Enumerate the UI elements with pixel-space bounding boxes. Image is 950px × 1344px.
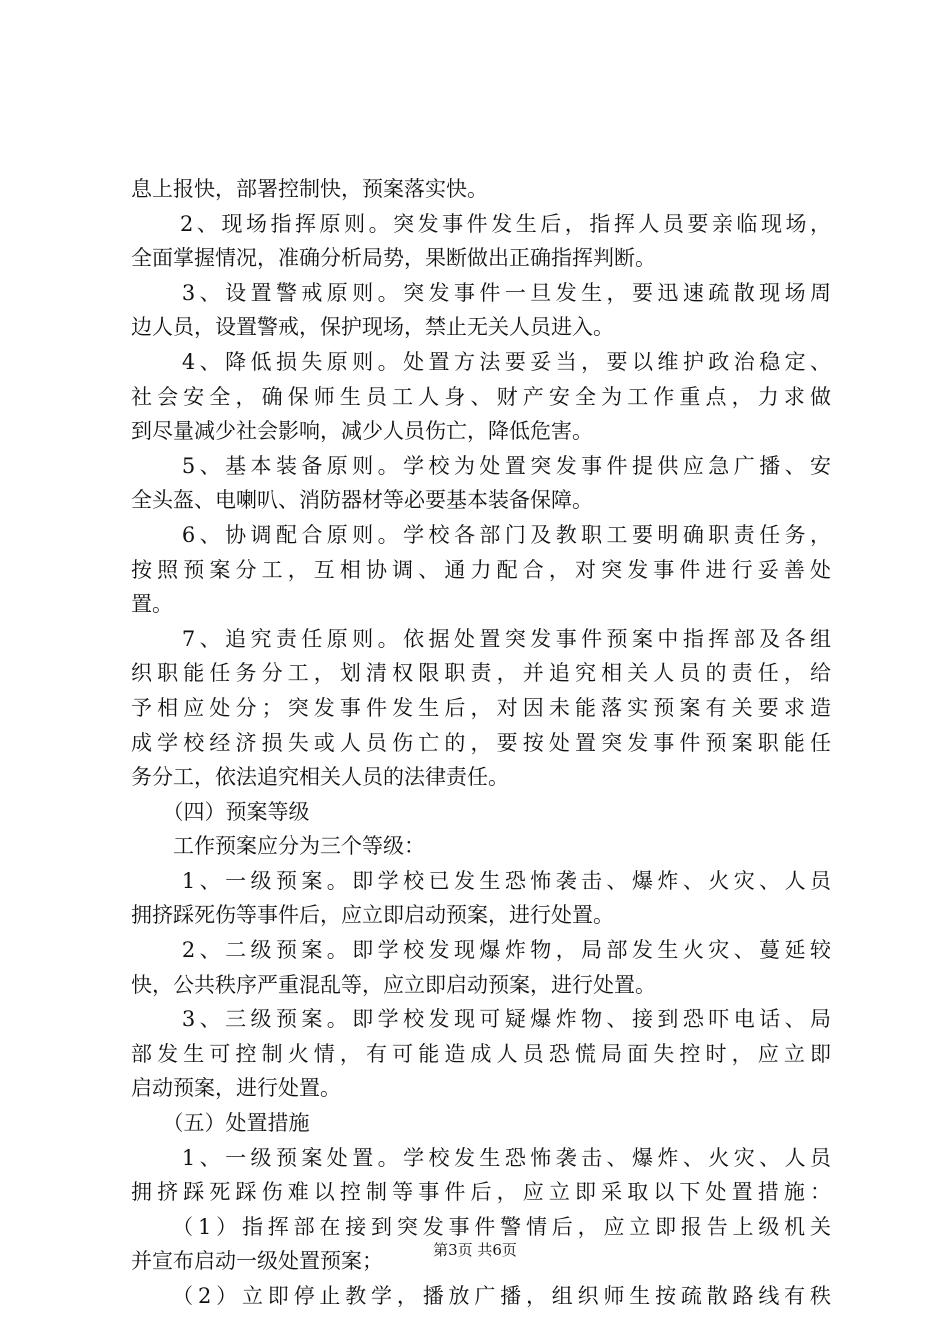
- text-line: 成学校经济损失或人员伤亡的，要按处置突发事件预案职能任: [131, 730, 831, 755]
- text-line: 置。: [131, 592, 173, 617]
- text-line: 启动预案，进行处置。: [131, 1076, 341, 1101]
- text-line: 2、二级预案。即学校发现爆炸物，局部发生火灾、蔓延较: [131, 938, 831, 963]
- text-line: （四）预案等级: [131, 799, 310, 824]
- text-line: 拥挤踩死踩伤难以控制等事件后，应立即采取以下处置措施：: [131, 1180, 831, 1205]
- text-line: 到尽量减少社会影响，减少人员伤亡，降低危害。: [131, 419, 593, 444]
- text-line: 4、降低损失原则。处置方法要妥当，要以维护政治稳定、: [131, 349, 831, 374]
- text-line: 拥挤踩死伤等事件后，应立即启动预案，进行处置。: [131, 903, 614, 928]
- text-line: 全头盔、电喇叭、消防器材等必要基本装备保障。: [131, 488, 593, 513]
- text-line: 按照预案分工，互相协调、通力配合，对突发事件进行妥善处: [131, 557, 831, 582]
- text-line: 织职能任务分工，划清权限职责，并追究相关人员的责任，给: [131, 661, 831, 686]
- text-line: 1、一级预案。即学校已发生恐怖袭击、爆炸、火灾、人员: [131, 868, 831, 893]
- text-line: 务分工，依法追究相关人员的法律责任。: [131, 765, 509, 790]
- text-line: 全面掌握情况，准确分析局势，果断做出正确指挥判断。: [131, 246, 656, 271]
- text-line: 3、设置警戒原则。突发事件一旦发生，要迅速疏散现场周: [131, 280, 831, 305]
- text-line: 6、协调配合原则。学校各部门及教职工要明确职责任务，: [131, 522, 831, 547]
- text-line: （2）立即停止教学，播放广播，组织师生按疏散路线有秩: [131, 1284, 831, 1308]
- document-body: [131, 172, 831, 1314]
- text-line: 边人员，设置警戒，保护现场，禁止无关人员进入。: [131, 315, 614, 340]
- text-line: 2、现场指挥原则。突发事件发生后，指挥人员要亲临现场，: [131, 211, 831, 236]
- text-line: 1、一级预案处置。学校发生恐怖袭击、爆炸、火灾、人员: [131, 1145, 831, 1170]
- text-line: 快，公共秩序严重混乱等，应立即启动预案，进行处置。: [131, 972, 656, 997]
- text-line: 予相应处分；突发事件发生后，对因未能落实预案有关要求造: [131, 695, 831, 720]
- text-line: 7、追究责任原则。依据处置突发事件预案中指挥部及各组: [131, 626, 831, 651]
- text-line: 息上报快，部署控制快，预案落实快。: [131, 177, 488, 201]
- text-line: 3、三级预案。即学校发现可疑爆炸物、接到恐吓电话、局: [131, 1007, 831, 1032]
- page-footer: 第3页 共6页: [433, 1241, 517, 1259]
- text-line: 5、基本装备原则。学校为处置突发事件提供应急广播、安: [131, 453, 831, 478]
- text-line: 工作预案应分为三个等级：: [131, 834, 425, 859]
- text-line: 部发生可控制火情，有可能造成人员恐慌局面失控时，应立即: [131, 1041, 831, 1066]
- text-line: 并宣布启动一级处置预案；: [131, 1249, 383, 1274]
- text-line: （五）处置措施: [131, 1111, 310, 1136]
- text-line: （1）指挥部在接到突发事件警情后，应立即报告上级机关: [131, 1214, 831, 1239]
- text-line: 社会安全，确保师生员工人身、财产安全为工作重点，力求做: [131, 384, 831, 409]
